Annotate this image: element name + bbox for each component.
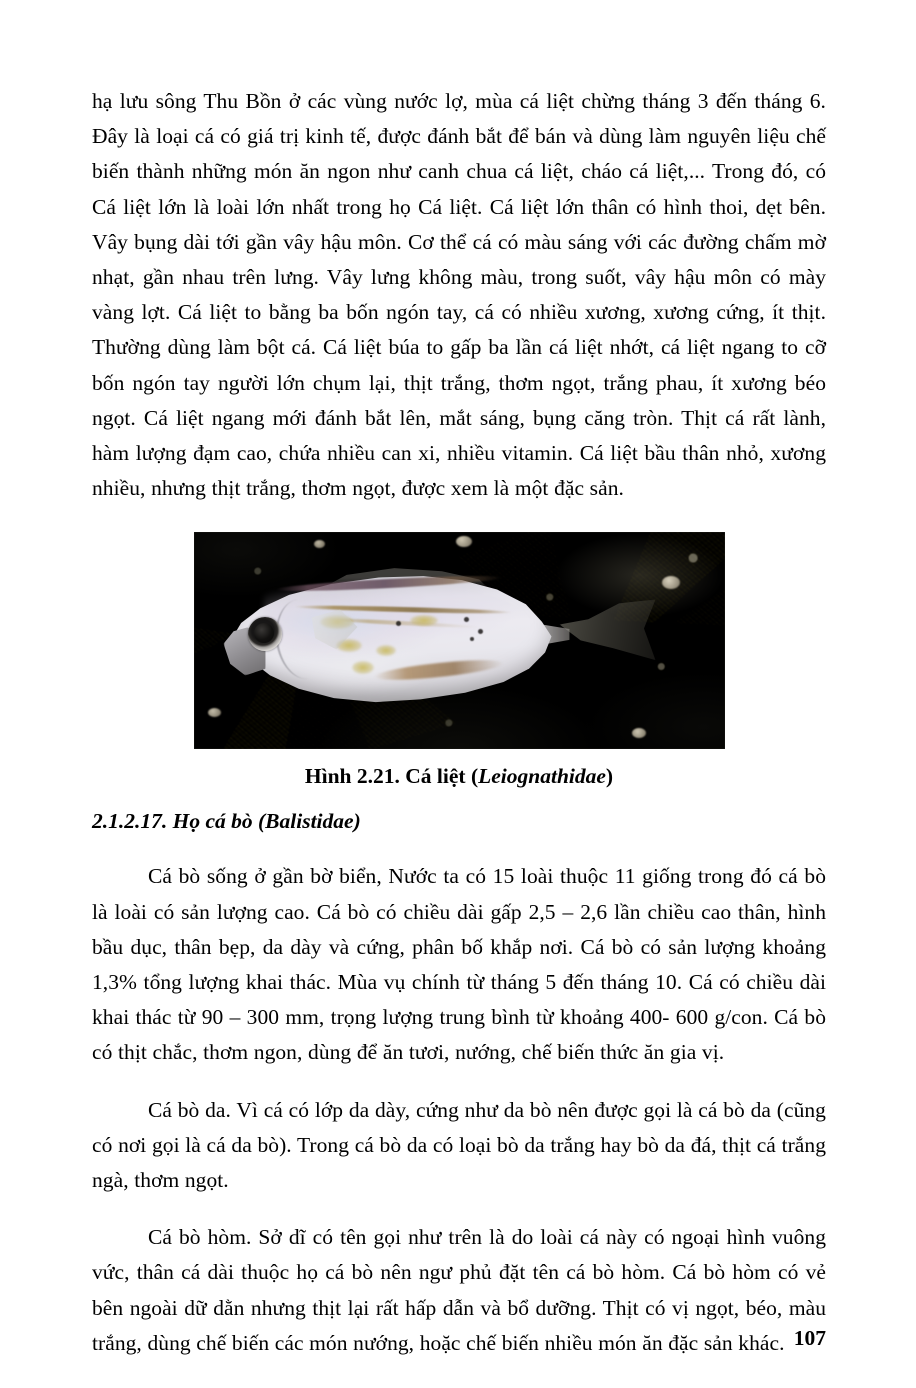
figure-caption-prefix: Hình 2.21. Cá liệt (	[304, 764, 479, 789]
page-content	[92, 84, 826, 1361]
paragraph-ca-bo-hom: Cá bò hòm. Sở dĩ có tên gọi như trên là do loài cá này có ngoại hình vuông vức, thân cá dài thuộc họ cá bò nên ngư phủ đặt tên cá bò hòm. Cá bò hòm có vẻ bên ngoài dữ dằn nhưng thịt lại rất hấp dẫn và bổ dưỡng. Thịt có vị ngọt, béo, màu trắng, dùng chế biến các món nướng, hoặc chế biến nhiều món ăn đặc sản khác.	[92, 1225, 826, 1355]
fish-illustration	[224, 565, 599, 707]
paragraph-ca-bo-da: Cá bò da. Vì cá có lớp da dày, cứng như da bò nên được gọi là cá bò da (cũng có nơi gọi là cá da bò). Trong cá bò da có loại bò da trắng hay bò da đá, thịt cá trắng ngà, thơm ngọt.	[92, 1097, 826, 1193]
section-heading: 2.1.2.17. Họ cá bò (Balistidae)	[92, 809, 361, 834]
fish-pupil	[254, 623, 274, 643]
fish-photograph	[194, 532, 725, 749]
figure-block	[92, 532, 826, 749]
figure-caption	[92, 761, 826, 791]
paragraph-ca-bo-general: Cá bò sống ở gần bờ biển, Nước ta có 15 loài thuộc 11 giống trong đó cá bò là loài có sản lượng cao. Cá bò có chiều dài gấp 2,5 – 2,6 lần chiều cao thân, hình bầu dục, thân bẹp, da dày và cứng, phân bố khắp nơi. Cá bò có sản lượng khoảng 1,3% tổng lượng khai thác. Mùa vụ chính từ tháng 5 đến tháng 10. Cá có chiều dài khai thác từ 90 – 300 mm, trọng lượng trung bình từ khoảng 400- 600 g/con. Cá bò có thịt chắc, thơm ngon, dùng để ăn tươi, nướng, chế biến thức ăn gia vị.	[92, 864, 826, 1065]
paragraph-intro: hạ lưu sông Thu Bồn ở các vùng nước lợ, mùa cá liệt chừng tháng 3 đến tháng 6. Đây là loại cá có giá trị kinh tế, được đánh bắt để bán và dùng làm nguyên liệu chế biến thành những món ăn ngon như canh chua cá liệt, cháo cá liệt,... Trong đó, có Cá liệt lớn là loài lớn nhất trong họ Cá liệt. Cá liệt lớn thân có hình thoi, dẹt bên. Vây bụng dài tới gần vây hậu môn. Cơ thể cá có màu sáng với các đường chấm mờ nhạt, gần nhau trên lưng. Vây lưng không màu, trong suốt, vây hậu môn có mày vàng lợt. Cá liệt to bằng ba bốn ngón tay, cá có nhiều xương, xương cứng, ít thịt. Thường dùng làm bột cá. Cá liệt búa to gấp ba lần cá liệt nhớt, cá liệt ngang to cỡ bốn ngón tay người lớn chụm lại, thịt trắng, thơm ngọt, trắng phau, ít xương béo ngọt. Cá liệt ngang mới đánh bắt lên, mắt sáng, bụng căng tròn. Thịt cá rất lành, hàm lượng đạm cao, chứa nhiều can xi, nhiều vitamin. Cá liệt bầu thân nhỏ, xương nhiều, nhưng thịt trắng, thơm ngọt, được xem là một đặc sản.	[92, 89, 826, 501]
page-number: 107	[793, 1326, 826, 1350]
figure-caption-suffix: )	[605, 764, 614, 789]
figure-caption-latin-name: Leiognathidae	[478, 764, 606, 789]
